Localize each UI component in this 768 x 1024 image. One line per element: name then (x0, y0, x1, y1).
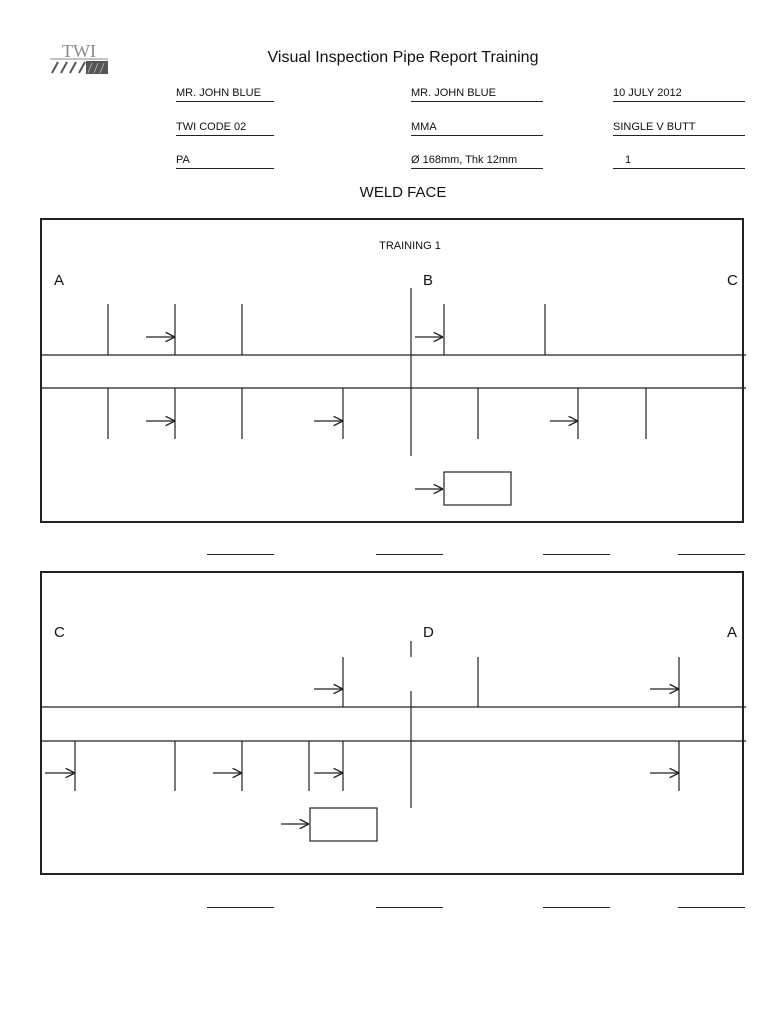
signature-line-8[interactable] (678, 907, 745, 908)
reference-box-2 (310, 808, 377, 841)
location-label-d: D (423, 624, 434, 641)
weld-map-panel-2 (40, 571, 744, 875)
position-field[interactable]: PA (176, 153, 274, 169)
weld-map-drawing-1 (42, 220, 746, 525)
signature-line-4[interactable] (678, 554, 745, 555)
location-label-c2: C (54, 624, 65, 641)
section-heading: WELD FACE (359, 184, 447, 201)
weld-map-panel-1 (40, 218, 744, 523)
welder-name-field[interactable]: MR. JOHN BLUE (411, 86, 543, 102)
signature-line-7[interactable] (543, 907, 610, 908)
joint-type-field[interactable]: SINGLE V BUTT (613, 120, 745, 136)
logo-text: TWI (62, 41, 96, 61)
sheet-number-field[interactable] (613, 153, 745, 169)
signature-line-1[interactable] (207, 554, 274, 555)
panel-caption: TRAINING 1 (379, 240, 441, 252)
location-label-a: A (54, 272, 65, 289)
report-title: Visual Inspection Pipe Report Training (267, 49, 539, 66)
location-label-a2: A (727, 624, 738, 641)
weld-map-drawing-2 (42, 573, 746, 877)
reference-box-1 (444, 472, 511, 505)
signature-line-2[interactable] (376, 554, 443, 555)
pipe-size-field[interactable]: Ø 168mm, Thk 12mm (411, 153, 543, 169)
signature-line-5[interactable] (207, 907, 274, 908)
inspector-name-field[interactable]: MR. JOHN BLUE (176, 86, 274, 102)
location-label-b: B (423, 272, 434, 289)
date-field[interactable]: 10 JULY 2012 (613, 86, 745, 102)
process-field[interactable]: MMA (411, 120, 543, 136)
signature-line-6[interactable] (376, 907, 443, 908)
sheet-number-value: 1 (625, 154, 632, 166)
location-label-c: C (727, 272, 738, 289)
code-field[interactable]: TWI CODE 02 (176, 120, 274, 136)
signature-line-3[interactable] (543, 554, 610, 555)
